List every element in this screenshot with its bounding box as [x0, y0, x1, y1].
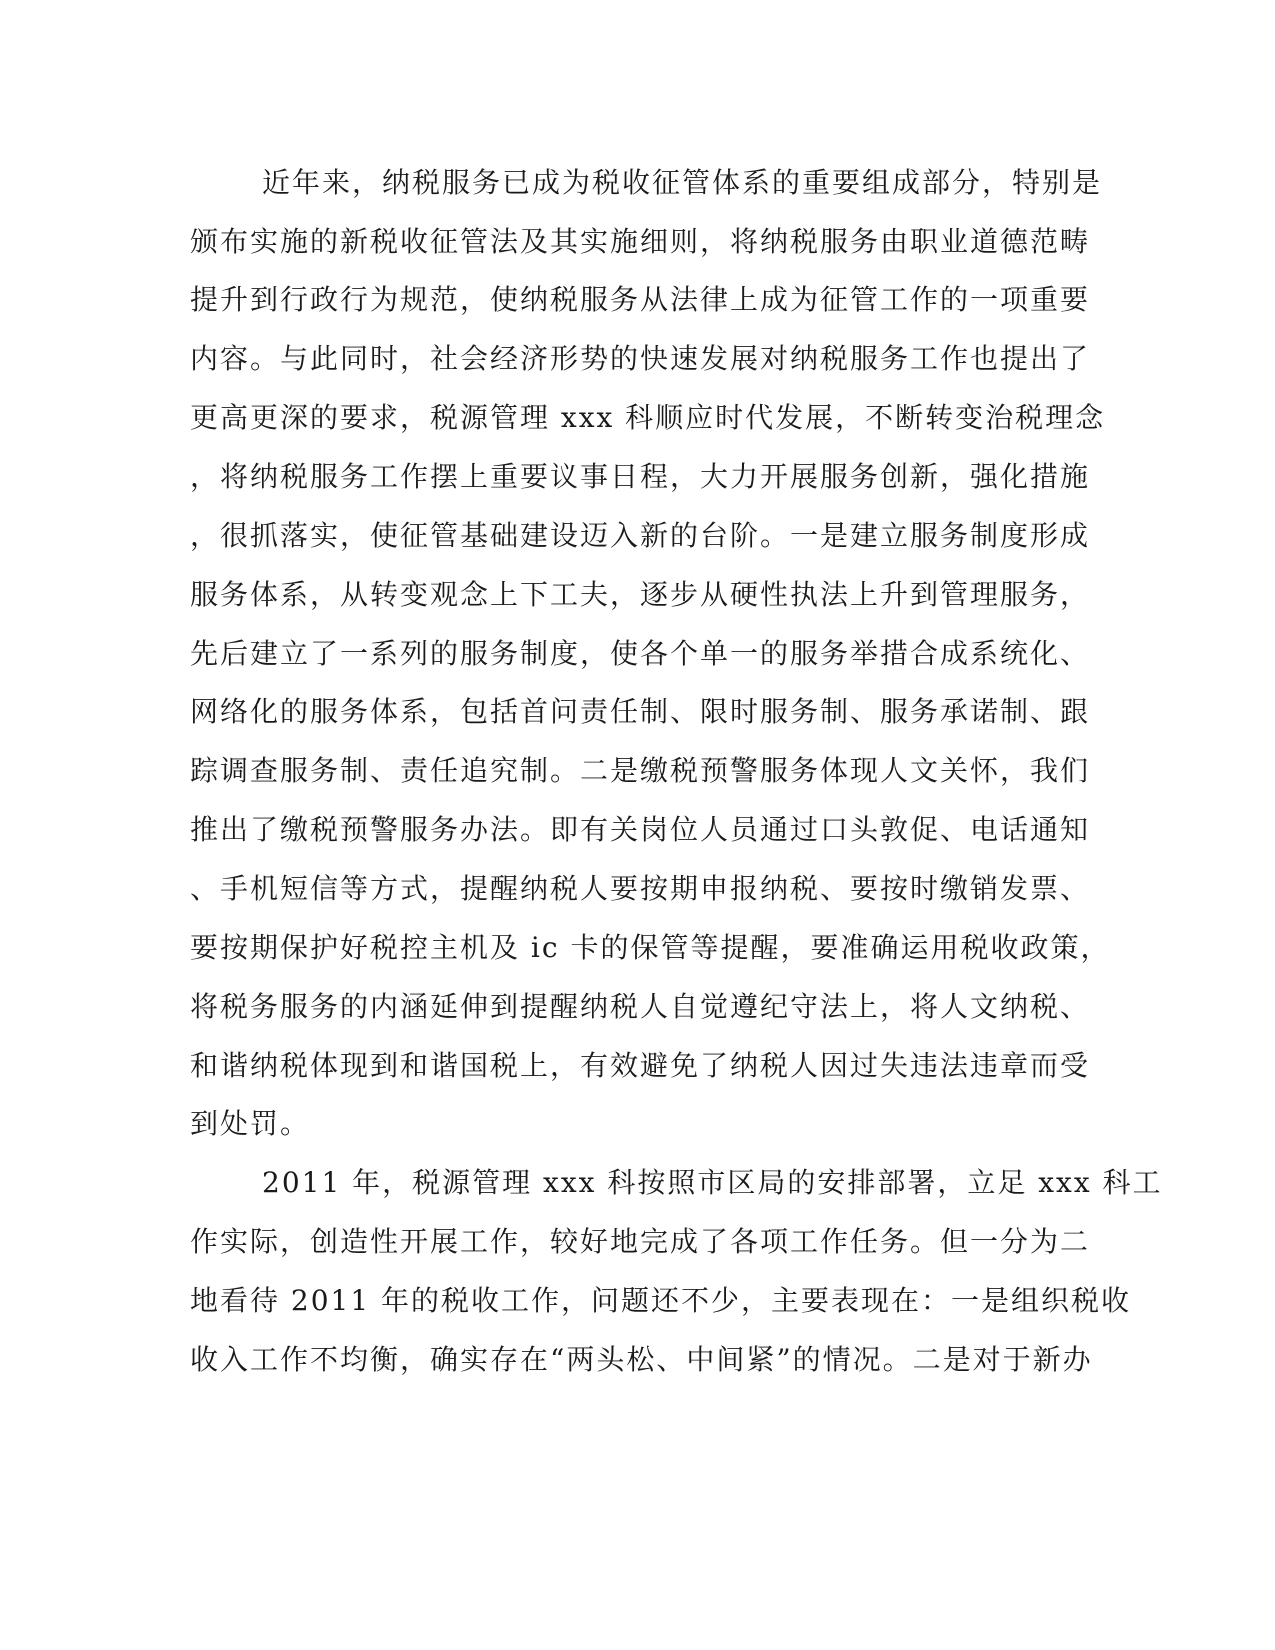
- paragraph-1-line: 服务体系，从转变观念上下工夫，逐步从硬性执法上升到管理服务，: [190, 578, 1091, 611]
- paragraph-1-line: ，很抓落实，使征管基础建设迈入新的台阶。一是建立服务制度形成: [190, 519, 1091, 552]
- paragraph-1-line: 近年来，纳税服务已成为税收征管体系的重要组成部分，特别是: [262, 166, 1103, 199]
- paragraph-2-line: 收入工作不均衡，确实存在“两头松、中间紧”的情况。二是对于新办: [190, 1343, 1093, 1376]
- paragraph-1-line: 、手机短信等方式，提醒纳税人要按期申报纳税、要按时缴销发票、: [190, 872, 1091, 905]
- paragraph-1-line: 和谐纳税体现到和谐国税上，有效避免了纳税人因过失违法违章而受: [190, 1049, 1091, 1082]
- paragraph-2-line: 地看待 2011 年的税收工作，问题还不少，主要表现在：一是组织税收: [190, 1284, 1132, 1317]
- paragraph-1-line: 踪调查服务制、责任追究制。二是缴税预警服务体现人文关怀，我们: [190, 754, 1091, 787]
- paragraph-1-line: ，将纳税服务工作摆上重要议事日程，大力开展服务创新，强化措施: [190, 460, 1091, 493]
- paragraph-1-line: 内容。与此同时，社会经济形势的快速发展对纳税服务工作也提出了: [190, 342, 1091, 375]
- paragraph-1-line: 将税务服务的内涵延伸到提醒纳税人自觉遵纪守法上，将人文纳税、: [190, 990, 1091, 1023]
- paragraph-1-line: 要按期保护好税控主机及 ic 卡的保管等提醒，要准确运用税收政策，: [190, 931, 1111, 964]
- paragraph-2-line: 作实际，创造性开展工作，较好地完成了各项工作任务。但一分为二: [190, 1225, 1091, 1258]
- paragraph-1-line: 颁布实施的新税收征管法及其实施细则，将纳税服务由职业道德范畴: [190, 225, 1091, 258]
- paragraph-1-line: 更高更深的要求，税源管理 xxx 科顺应时代发展，不断转变治税理念: [190, 401, 1106, 434]
- paragraph-1-line: 推出了缴税预警服务办法。即有关岗位人员通过口头敦促、电话通知: [190, 813, 1091, 846]
- paragraph-1-line: 提升到行政行为规范，使纳税服务从法律上成为征管工作的一项重要: [190, 283, 1091, 316]
- paragraph-2-line: 2011 年，税源管理 xxx 科按照市区局的安排部署，立足 xxx 科工: [262, 1166, 1163, 1199]
- paragraph-1-line: 先后建立了一系列的服务制度，使各个单一的服务举措合成系统化、: [190, 637, 1091, 670]
- paragraph-1-line: 网络化的服务体系，包括首问责任制、限时服务制、服务承诺制、跟: [190, 695, 1091, 728]
- paragraph-1-line: 到处罚。: [190, 1107, 311, 1140]
